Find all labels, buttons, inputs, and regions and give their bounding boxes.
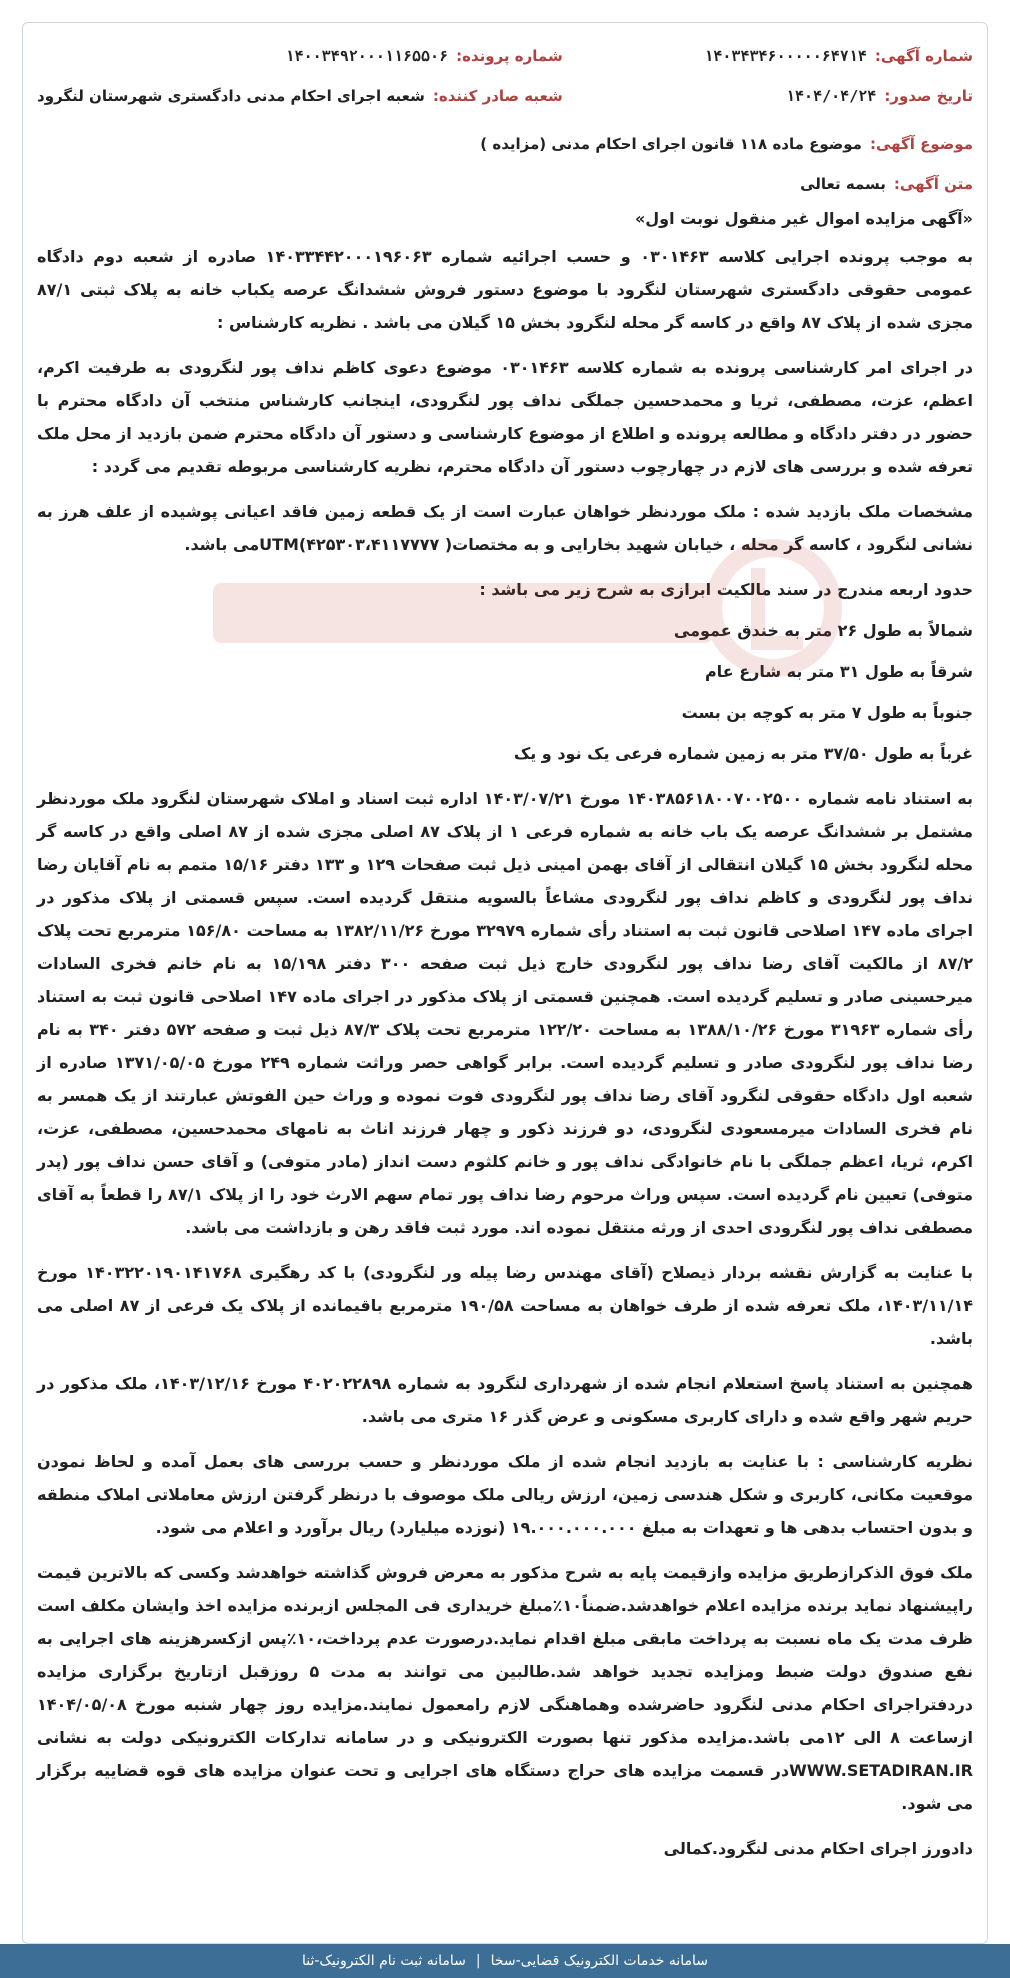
issuer — [37, 87, 563, 105]
issue-date-label: تاریخ صدور: — [884, 87, 973, 105]
bound-north: شمالاً به طول ۲۶ متر به خندق عمومی — [673, 621, 973, 640]
ad-number-label: شماره آگهی: — [874, 47, 973, 65]
ad-number — [583, 47, 973, 65]
case-number-value: ۱۴۰۰۳۴۹۲۰۰۰۱۱۶۵۵۰۶ — [285, 47, 449, 65]
bismillah: بسمه تعالی — [800, 175, 886, 193]
issuer-label: شعبه صادر کننده: — [432, 87, 563, 105]
text-label: متن آگهی: — [893, 175, 973, 193]
paragraph: ملک فوق الذکرازطریق مزایده وازقیمت پایه به شرح مذکور به معرض فروش گذاشته خواهدشد وکسی که بالاترین قیمت راپیشنهاد نماید برنده مزایده اعلام خواهدشد.ضمناً۱۰٪مبلغ خریداری فی المجلس ازبرنده مزایده اخذ وایشان مکلف است ظرف مدت یک ماه نسبت به پرداخت مابقی مبلغ اقدام نماید.درصورت عدم پرداخت،۱۰٪پس ازکسرهزینه های اجرایی به نفع صندوق دولت ضبط ومزایده تجدید خواهد شد.طالبین می توانند به مدت ۵ روزقبل ازتاریخ برگزاری مزایده دردفتراجرای احکام مدنی لنگرود حاضرشده وهماهنگی لازم رامعمول نمایند.مزایده روز چهار شنبه مورخ ۱۴۰۴/۰۵/۰۸ ازساعت ۸ الی ۱۲می باشد.مزایده مذکور تنها بصورت الکترونیکی و در سامانه تدارکات الکترونیکی دولت به نشانی WWW.SETADIRAN.IRدر قسمت مزایده های حراج دستگاه های اجرایی و تحت عنوان مزایده های قوه قضاییه برگزار می شود. — [37, 1563, 974, 1813]
paragraph: با عنایت به گزارش نقشه بردار ذیصلاح (آقای مهندس رضا پیله ور لنگرودی) با کد رهگیری ۱۴۰۳۲۲۰۱۹۰۱۴۱۷۶۸ مورخ ۱۴۰۳/۱۱/۱۴، ملک تعرفه شده از طرف خواهان به مساحت ۱۹۰/۵۸ مترمربع باقیمانده از پلاک یک فرعی از ۸۷ اصلی می باشد. — [37, 1263, 974, 1348]
notice-frame — [22, 22, 988, 1944]
paragraph: همچنین به استناد پاسخ استعلام انجام شده از شهرداری لنگرود به شماره ۴۰۲۰۲۲۸۹۸ مورخ ۱۴۰۳/۱۲/۱۶، ملک مذکور در حریم شهر واقع شده و دارای کاربری مسکونی و عرض گذر ۱۶ متری می باشد. — [37, 1374, 973, 1426]
footer-separator: | — [475, 1953, 481, 1969]
footer-link-sakha[interactable]: سامانه خدمات الکترونیک قضایی-سخا — [490, 1953, 709, 1969]
signature: دادورز اجرای احکام مدنی لنگرود.کمالی — [663, 1839, 973, 1858]
subject-value: موضوع ماده ۱۱۸ قانون اجرای احکام مدنی (مزایده ) — [480, 135, 862, 153]
paragraph: حدود اربعه مندرج در سند مالکیت ابرازی به شرح زیر می باشد : — [479, 580, 973, 599]
notice-document — [23, 23, 987, 1865]
paragraph: در اجرای امر کارشناسی پرونده به شماره کلاسه ۰۳۰۱۴۶۳ موضوع دعوی کاظم نداف پور لنگرودی به طرفیت اکرم، اعظم، عزت، مصطفی، ثریا و محمدحسین جملگی نداف پور لنگرودی، اینجانب کارشناس منتخب آن دادگاه محترم با حضور در دفتر دادگاه و مطالعه پرونده و اطلاع از موضوع کارشناسی و دستور آن دادگاه محترم ضمن بازدید از محل ملک تعرفه شده و بررسی های لازم در چهارچوب دستور آن دادگاه محترم، نظریه کارشناسی مربوطه تقدیم می گردد : — [37, 358, 973, 476]
case-number — [37, 47, 563, 65]
subject — [37, 135, 973, 153]
bound-west: غرباً به طول ۳۷/۵۰ متر به زمین شماره فرعی یک نود و یک — [513, 744, 973, 763]
issue-date — [583, 87, 973, 105]
subject-label: موضوع آگهی: — [869, 135, 973, 153]
text-label-row — [37, 175, 973, 193]
notice-title: «آگهی مزایده اموال غیر منقول نوبت اول» — [634, 209, 973, 228]
issue-date-value: ۱۴۰۴/۰۴/۲۴ — [786, 87, 877, 105]
paragraph: به استناد نامه شماره ۱۴۰۳۸۵۶۱۸۰۰۷۰۰۲۵۰۰ مورخ ۱۴۰۳/۰۷/۲۱ اداره ثبت اسناد و املاک شهرستان لنگرود ملک موردنظر مشتمل بر ششدانگ عرصه یک باب خانه به شماره فرعی ۱ از پلاک ۸۷ اصلی مجزی شده از ۸۷ اصلی واقع در کاسه گر محله لنگرود بخش ۱۵ گیلان انتقالی از آقای بهمن امینی ذیل ثبت صفحات ۱۲۹ و ۱۳۳ دفتر ۱۵/۱۶ متمم به نام آقایان رضا نداف پور لنگرودی و کاظم نداف پور لنگرودی مشاعاً بالسویه منتقل گردیده است. سپس قسمتی از پلاک مذکور در اجرای ماده ۱۴۷ اصلاحی قانون ثبت به استناد رأی شماره ۳۲۹۷۹ مورخ ۱۳۸۲/۱۱/۲۶ به مساحت ۱۵۶/۸۰ مترمربع تحت پلاک ۸۷/۲ از مالکیت آقای رضا نداف پور لنگرودی خارج ذیل ثبت صفحه ۳۰۰ دفتر ۱۵/۱۹۸ به نام خانم فخری السادات میرحسینی صادر و تسلیم گردیده است. همچنین قسمتی از پلاک مذکور در اجرای ماده ۱۴۷ اصلاحی قانون ثبت به استناد رأی شماره ۳۱۹۶۳ مورخ ۱۳۸۸/۱۰/۲۶ به مساحت ۱۲۲/۲۰ مترمربع تحت پلاک ۸۷/۳ ذیل ثبت و صفحه ۵۷۲ دفتر ۳۴۰ به نام رضا نداف پور لنگرودی صادر و تسلیم گردیده است. برابر گواهی حصر وراثت شماره ۲۴۹ مورخ ۱۳۷۱/۰۵/۰۵ صادره از شعبه اول دادگاه حقوقی لنگرود آقای رضا نداف پور لنگرودی فوت نموده و وراث حین الفوتش عبارتند از یک همسر به نام فخری السادات میرمسعودی لنگرودی، دو فرزند ذکور و چهار فرزند اناث به نامهای محمدحسین، مصطفی، عزت، اکرم، ثریا، اعظم جملگی با نام خانوادگی نداف پور و خانم کلثوم دست انداز (مادر متوفی) و آقای حسن نداف پور (پدر متوفی) تعیین نام گردیده است. سپس وراث مرحوم رضا نداف پور تمام سهم الارث خود را از پلاک ۸۷/۱ را قطعاً به آقای مصطفی نداف پور لنگرودی احدی از ورثه منتقل نموده اند. مورد ثبت فاقد رهن و بازداشت می باشد. — [37, 789, 974, 1237]
paragraph: مشخصات ملک بازدید شده : ملک موردنظر خواهان عبارت است از یک قطعه زمین فاقد اعیانی پوشیده از علف هرز به نشانی لنگرود ، کاسه گر محله ، خیابان شهید بخارایی و به مختصات( UTM(۴۲۵۳۰۳،۴۱۱۷۷۷۷می باشد. — [37, 502, 973, 554]
footer-link-sana[interactable]: سامانه ثبت نام الکترونیک-ثنا — [301, 1953, 466, 1969]
paragraph: به موجب پرونده اجرایی کلاسه ۰۳۰۱۴۶۳ و حسب اجرائیه شماره ۱۴۰۳۳۴۴۲۰۰۰۱۹۶۰۶۳ صادره از شعبه دوم دادگاه عمومی حقوقی دادگستری شهرستان لنگرود با موضوع دستور فروش ششدانگ عرصه یکباب خانه به پلاک ثبتی ۸۷/۱ مجزی شده از پلاک ۸۷ واقع در کاسه گر محله لنگرود بخش ۱۵ گیلان می باشد . نظریه کارشناس : — [37, 247, 973, 332]
paragraph: نظریه کارشناسی : با عنایت به بازدید انجام شده از ملک موردنظر و حسب بررسی های بعمل آمده و لحاظ نمودن موقعیت مکانی، کاربری و شکل هندسی زمین، ارزش ریالی ملک موصوف با درنظر گرفتن ارزش معاملاتی املاک منطقه و بدون احتساب بدهی ها و تعهدات به مبلغ ۱۹.۰۰۰.۰۰۰.۰۰۰ (نوزده میلیارد) ریال برآورد و اعلام می شود. — [37, 1452, 973, 1537]
case-number-label: شماره پرونده: — [456, 47, 563, 65]
ad-number-value: ۱۴۰۳۴۳۴۶۰۰۰۰۰۶۴۷۱۴ — [704, 47, 867, 65]
meta-grid — [37, 47, 973, 105]
bound-east: شرقاً به طول ۳۱ متر به شارع عام — [704, 662, 973, 681]
footer-bar — [0, 1944, 1010, 1978]
issuer-value: شعبه اجرای احکام مدنی دادگستری شهرستان لنگرود — [37, 87, 425, 105]
bound-south: جنوباً به طول ۷ متر به کوچه بن بست — [681, 703, 973, 722]
